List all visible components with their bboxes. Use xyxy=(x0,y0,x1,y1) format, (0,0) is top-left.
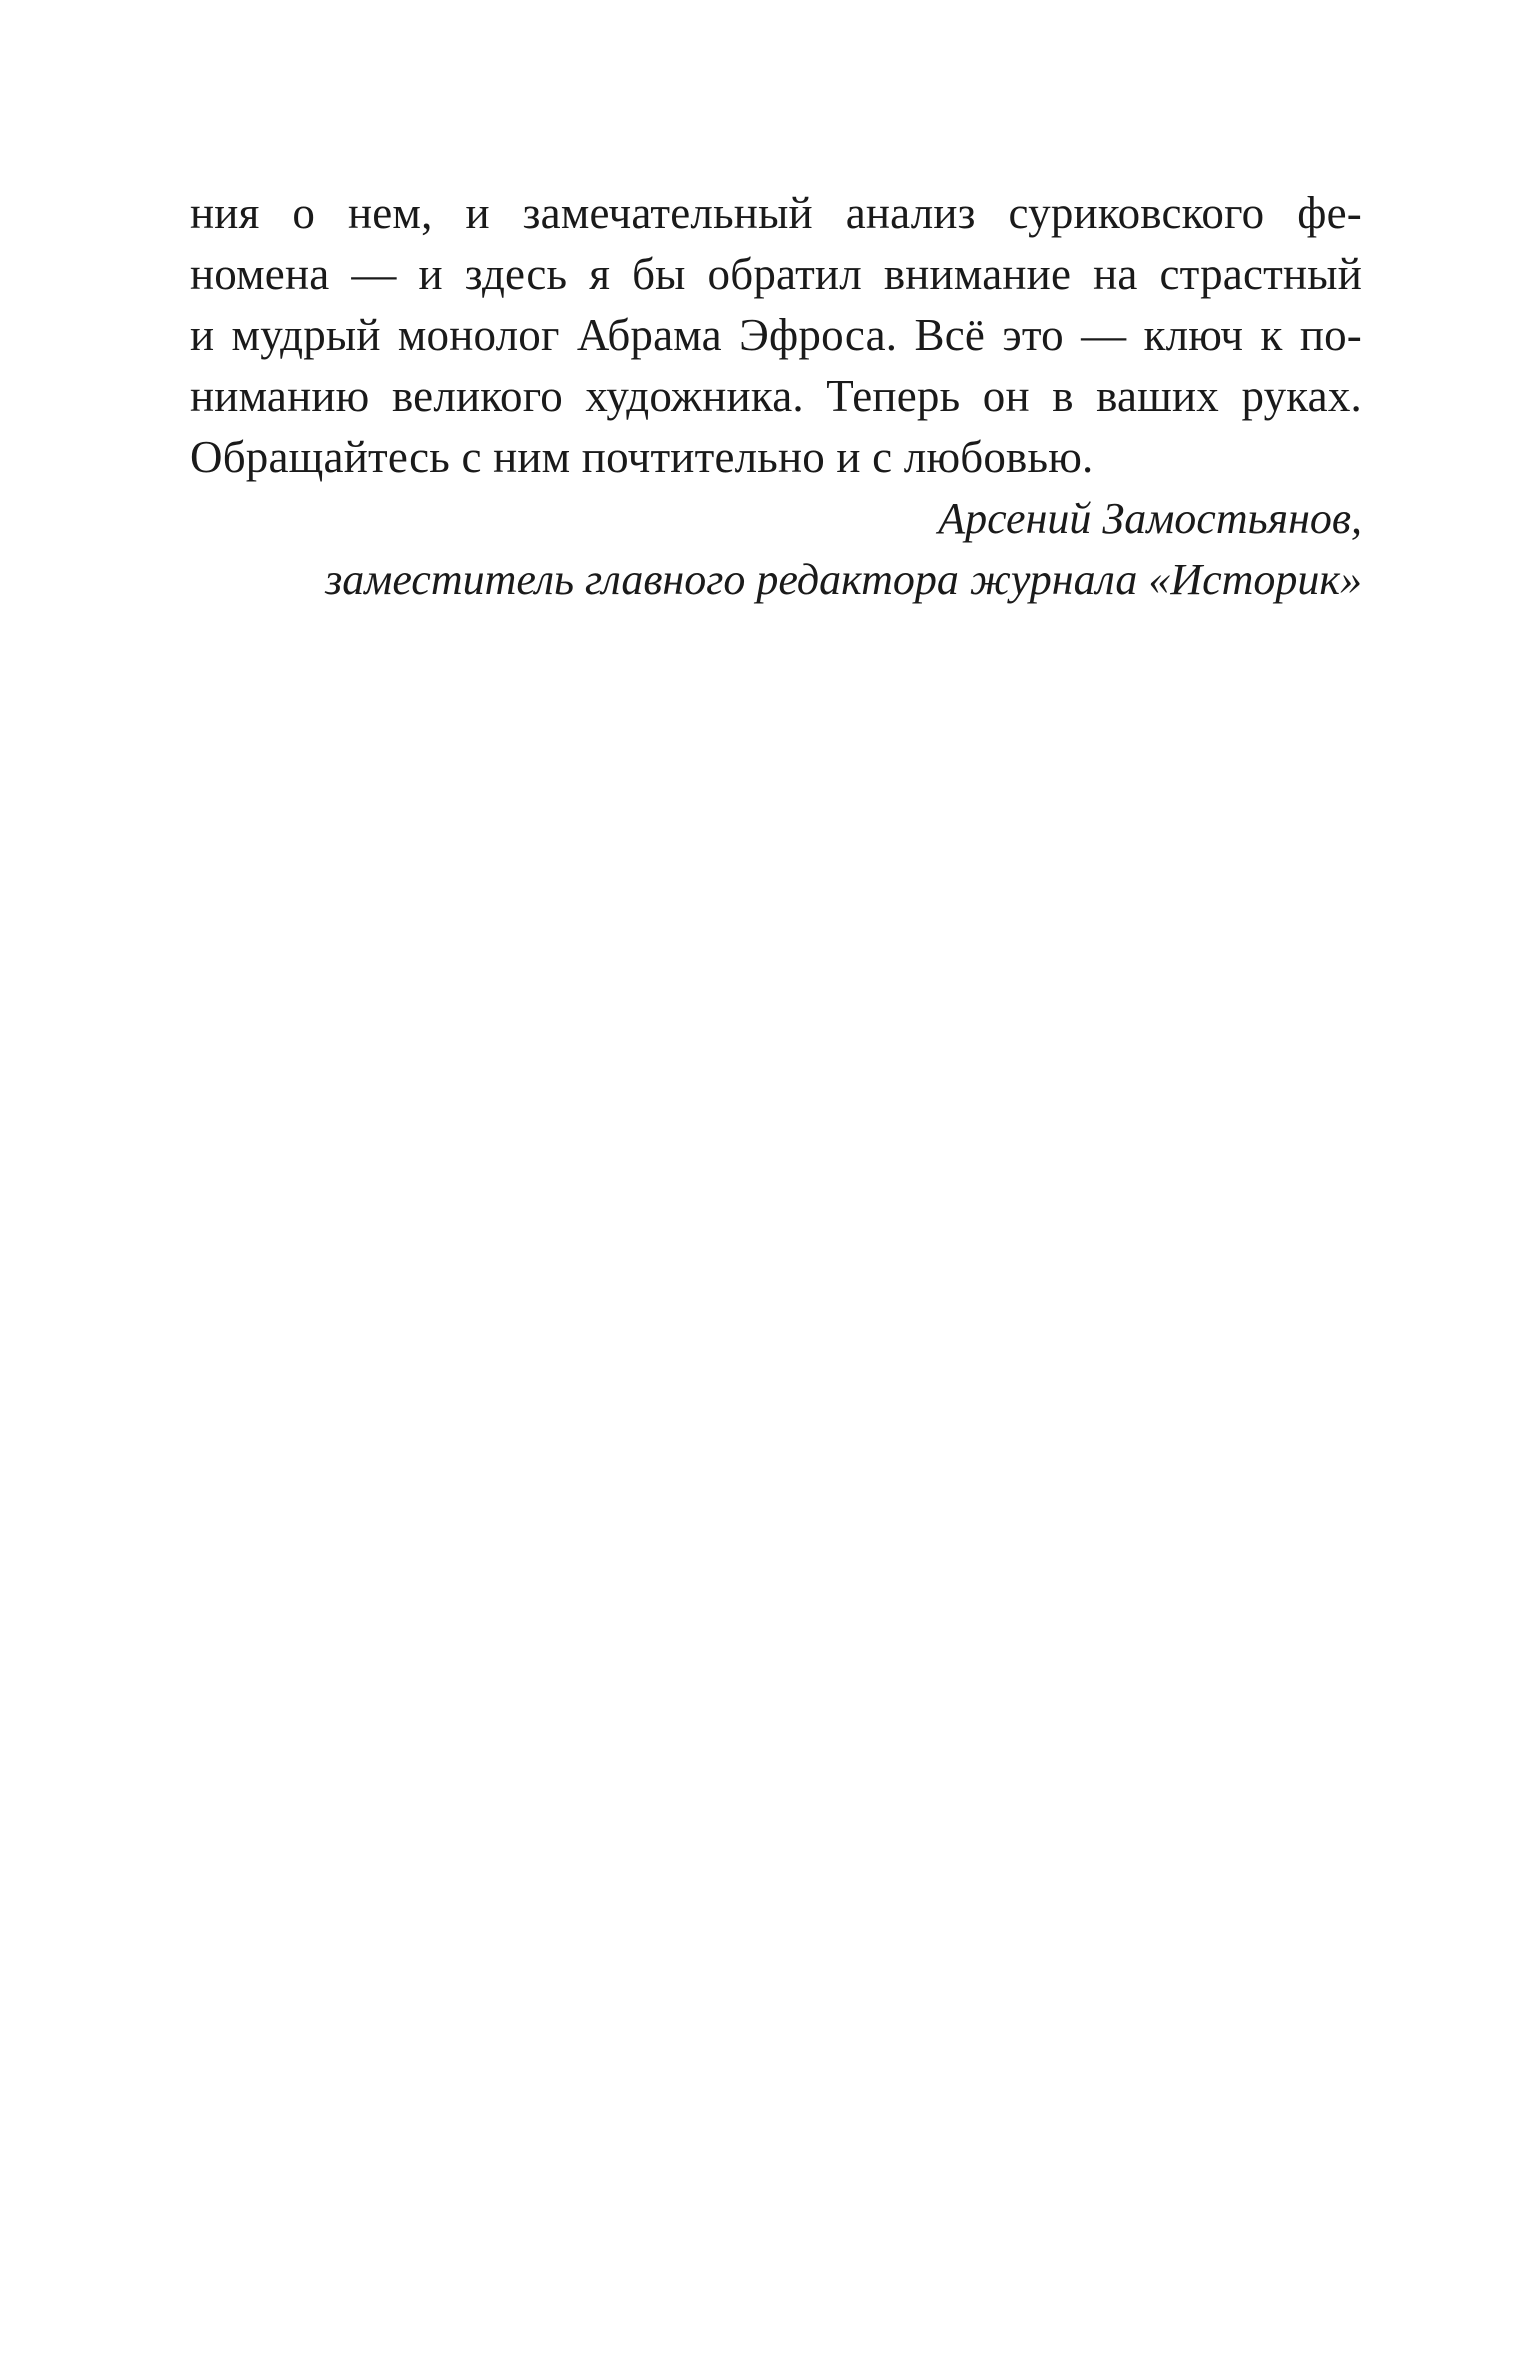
text-block xyxy=(190,183,1362,610)
body-line: и мудрый монолог Абрама Эфроса. Всё это — ключ к по- xyxy=(190,310,1362,360)
body-line: ниманию великого художника. Теперь он в ваших руках. xyxy=(190,371,1362,421)
body-line: номена — и здесь я бы обратил внимание на страстный xyxy=(190,249,1362,299)
body-line: ния о нем, и замечательный анализ суриковского фе- xyxy=(190,188,1362,238)
signature-position: заместитель главного редактора журнала «Историк» xyxy=(325,555,1362,604)
body-line: Обращайтесь с ним почтительно и с любовью. xyxy=(190,432,1094,482)
signature-name: Арсений Замостьянов, xyxy=(938,494,1362,543)
